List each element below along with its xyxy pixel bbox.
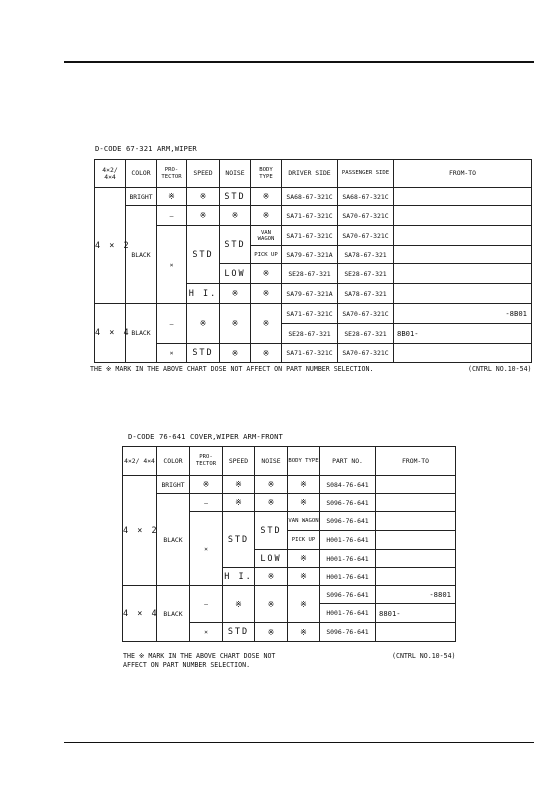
speed-cell: H I. <box>187 284 220 304</box>
passenger-side-cell: SA78-67-321 <box>338 246 394 264</box>
table1-note: THE ※ MARK IN THE ABOVE CHART DOSE NOT AFFECT ON PART NUMBER SELECTION. <box>90 365 374 373</box>
color-cell: BRIGHT <box>157 476 190 494</box>
header-model: 4×2/ 4×4 <box>123 447 157 476</box>
driver-side-cell: SA71-67-321C <box>282 304 338 324</box>
color-cell: BLACK <box>126 206 157 304</box>
header-model: 4×2/ 4×4 <box>95 160 126 188</box>
body-type-cell: ※ <box>288 476 320 494</box>
table1-arm-wiper <box>94 159 532 363</box>
body-type-cell: ※ <box>251 264 282 284</box>
protector-cell: × <box>190 623 223 642</box>
part-no-cell: H001-76-641 <box>320 568 376 586</box>
protector-cell: × <box>190 512 223 586</box>
speed-cell: STD <box>187 344 220 363</box>
header-noise: NOISE <box>220 160 251 188</box>
body-type-cell: ※ <box>251 284 282 304</box>
part-no-cell: S096-76-641 <box>320 586 376 604</box>
from-to-cell <box>394 226 532 246</box>
top-rule <box>64 61 534 63</box>
speed-cell: STD <box>223 512 255 568</box>
body-type-cell: PICK UP <box>251 246 282 264</box>
passenger-side-cell: SE28-67-321 <box>338 264 394 284</box>
table-row <box>123 586 456 604</box>
noise-cell: ※ <box>220 206 251 226</box>
from-to-cell <box>394 344 532 363</box>
table-row <box>95 344 532 363</box>
from-to-cell <box>394 206 532 226</box>
noise-cell: ※ <box>255 623 288 642</box>
header-from-to: FROM-TO <box>376 447 456 476</box>
table1-ctrl-no: (CNTRL NO.10-54) <box>468 365 532 373</box>
from-to-cell <box>376 494 456 512</box>
noise-cell: LOW <box>255 550 288 568</box>
table2-caption: D-CODE 76-641 COVER,WIPER ARM-FRONT <box>128 432 283 441</box>
body-type-cell: VAN WAGON <box>251 226 282 246</box>
noise-cell: STD <box>220 226 251 264</box>
header-driver-side: DRIVER SIDE <box>282 160 338 188</box>
driver-side-cell: SA79-67-321A <box>282 246 338 264</box>
body-type-cell: PICK UP <box>288 531 320 550</box>
model-cell: 4 × 2 <box>123 476 157 586</box>
from-to-cell: -8B01 <box>394 304 532 324</box>
noise-cell: ※ <box>220 344 251 363</box>
body-type-cell: ※ <box>251 206 282 226</box>
part-no-cell: S096-76-641 <box>320 494 376 512</box>
header-speed: SPEED <box>187 160 220 188</box>
driver-side-cell: SA79-67-321A <box>282 284 338 304</box>
part-no-cell: S096-76-641 <box>320 623 376 642</box>
table-row <box>123 494 456 512</box>
speed-cell: ※ <box>223 586 255 623</box>
passenger-side-cell: SA70-67-321C <box>338 304 394 324</box>
header-protector: PRO- TECTOR <box>190 447 223 476</box>
passenger-side-cell: SA70-67-321C <box>338 226 394 246</box>
passenger-side-cell: SE28-67-321 <box>338 324 394 344</box>
body-type-cell: ※ <box>288 494 320 512</box>
from-to-cell <box>394 284 532 304</box>
table-row <box>95 304 532 324</box>
protector-cell: ※ <box>157 188 187 206</box>
from-to-cell <box>394 264 532 284</box>
protector-cell: ※ <box>190 476 223 494</box>
from-to-cell: -8801 <box>376 586 456 604</box>
passenger-side-cell: SA70-67-321C <box>338 206 394 226</box>
header-passenger-side: PASSENGER SIDE <box>338 160 394 188</box>
from-to-cell <box>376 550 456 568</box>
speed-cell: ※ <box>223 494 255 512</box>
driver-side-cell: SA71-67-321C <box>282 226 338 246</box>
speed-cell: ※ <box>187 304 220 344</box>
table2-note-line2: AFFECT ON PART NUMBER SELECTION. <box>123 661 251 669</box>
noise-cell: ※ <box>220 304 251 344</box>
speed-cell: STD <box>187 226 220 284</box>
body-type-cell: ※ <box>288 550 320 568</box>
body-type-cell: ※ <box>251 344 282 363</box>
speed-cell: H I. <box>223 568 255 586</box>
header-noise: NOISE <box>255 447 288 476</box>
body-type-cell: ※ <box>288 623 320 642</box>
noise-cell: ※ <box>255 476 288 494</box>
passenger-side-cell: SA70-67-321C <box>338 344 394 363</box>
header-body-type: BODY TYPE <box>288 447 320 476</box>
header-part-no: PART NO. <box>320 447 376 476</box>
model-cell: 4 × 4 <box>123 586 157 642</box>
protector-cell: – <box>157 304 187 344</box>
noise-cell: ※ <box>255 494 288 512</box>
table-row <box>95 226 532 246</box>
protector-cell: – <box>190 586 223 623</box>
body-type-cell: ※ <box>288 586 320 623</box>
speed-cell: ※ <box>187 188 220 206</box>
part-no-cell: H001-76-641 <box>320 550 376 568</box>
header-color: COLOR <box>126 160 157 188</box>
driver-side-cell: SA68-67-321C <box>282 188 338 206</box>
speed-cell: STD <box>223 623 255 642</box>
protector-cell: × <box>157 226 187 304</box>
model-cell: 4 × 4 <box>95 304 126 363</box>
table2-ctrl-no: (CNTRL NO.10-54) <box>392 652 456 660</box>
driver-side-cell: SA71-67-321C <box>282 206 338 226</box>
bottom-rule <box>64 742 534 743</box>
color-cell: BRIGHT <box>126 188 157 206</box>
passenger-side-cell: SA68-67-321C <box>338 188 394 206</box>
part-no-cell: H001-76-641 <box>320 531 376 550</box>
passenger-side-cell: SA78-67-321 <box>338 284 394 304</box>
part-no-cell: H001-76-641 <box>320 604 376 623</box>
body-type-cell: ※ <box>251 304 282 344</box>
protector-cell: – <box>157 206 187 226</box>
noise-cell: STD <box>255 512 288 550</box>
table2-note-line1: THE ※ MARK IN THE ABOVE CHART DOSE NOT <box>123 652 276 660</box>
from-to-cell: 8B01- <box>394 324 532 344</box>
noise-cell: STD <box>220 188 251 206</box>
noise-cell: ※ <box>255 568 288 586</box>
protector-cell: × <box>157 344 187 363</box>
header-body-type: BODY TYPE <box>251 160 282 188</box>
table1-caption: D-CODE 67-321 ARM,WIPER <box>95 144 197 153</box>
from-to-cell <box>394 188 532 206</box>
table2-note <box>123 652 275 670</box>
header-color: COLOR <box>157 447 190 476</box>
body-type-cell: ※ <box>288 568 320 586</box>
table-row <box>95 206 532 226</box>
speed-cell: ※ <box>223 476 255 494</box>
driver-side-cell: SE28-67-321 <box>282 264 338 284</box>
header-from-to: FROM-TO <box>394 160 532 188</box>
body-type-cell: VAN WAGON <box>288 512 320 531</box>
from-to-cell: 8801- <box>376 604 456 623</box>
part-no-cell: S084-76-641 <box>320 476 376 494</box>
from-to-cell <box>394 246 532 264</box>
color-cell: BLACK <box>126 304 157 363</box>
table-row <box>95 188 532 206</box>
from-to-cell <box>376 531 456 550</box>
driver-side-cell: SE28-67-321 <box>282 324 338 344</box>
noise-cell: ※ <box>220 284 251 304</box>
table1-header-row <box>95 160 532 188</box>
model-cell: 4 × 2 <box>95 188 126 304</box>
from-to-cell <box>376 568 456 586</box>
header-speed: SPEED <box>223 447 255 476</box>
color-cell: BLACK <box>157 586 190 642</box>
speed-cell: ※ <box>187 206 220 226</box>
noise-cell: LOW <box>220 264 251 284</box>
noise-cell: ※ <box>255 586 288 623</box>
table-row <box>123 476 456 494</box>
from-to-cell <box>376 476 456 494</box>
table2-cover-wiper-arm <box>122 446 456 642</box>
from-to-cell <box>376 512 456 531</box>
header-protector: PRO- TECTOR <box>157 160 187 188</box>
driver-side-cell: SA71-67-321C <box>282 344 338 363</box>
body-type-cell: ※ <box>251 188 282 206</box>
from-to-cell <box>376 623 456 642</box>
part-no-cell: S096-76-641 <box>320 512 376 531</box>
protector-cell: – <box>190 494 223 512</box>
table2-header-row <box>123 447 456 476</box>
color-cell: BLACK <box>157 494 190 586</box>
